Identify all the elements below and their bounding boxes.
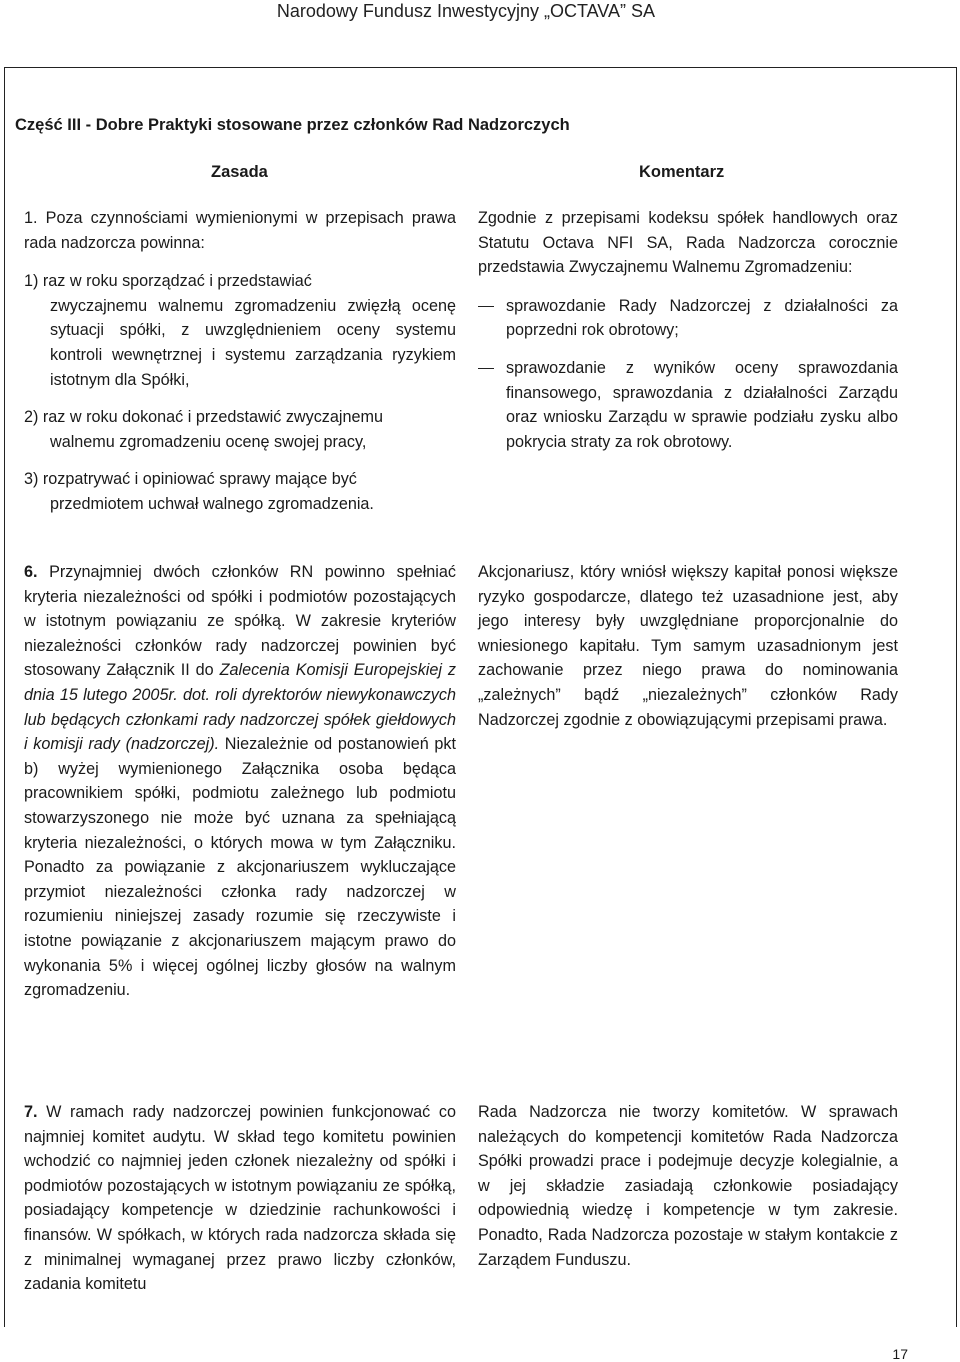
rule-7-number: 7.: [24, 1103, 38, 1121]
comment-bullet-1: sprawozdanie Rady Nadzorczej z działalności za poprzedni rok obrotowy;: [478, 294, 898, 343]
rule-1-item-1: 1) raz w roku sporządzać i przedstawiać: [24, 272, 312, 291]
rule-1-text: 1. Poza czynnościami wymienionymi w przepisach prawa rada nadzorcza powinna: 1) raz w roku sporządzać i przedstawiać zwyczajnemu walnemu zgromadzeniu zwięzłą ocenę sytuacji spółki, z uwzględnieniem oceny systemu kontroli wewnętrznej i systemu zarządzania ryzykiem istotnym dla Spółki, 2) raz w roku dokonać i przedstawić zwyczajnemu walnemu zgromadzeniu ocenę swojej pracy, 3) rozpatrywać i opiniować sprawy mające być przedmiotem uchwał walnego zgromadzenia.: [24, 206, 456, 517]
rule-1-number: 1.: [24, 209, 38, 227]
column-heading-comment: Komentarz: [639, 163, 725, 181]
section-title: Część III - Dobre Praktyki stosowane przez członków Rad Nadzorczych: [15, 116, 570, 134]
column-heading-rule: Zasada: [211, 163, 268, 181]
rule-7-comment: Rada Nadzorcza nie tworzy komitetów. W sprawach należących do kompetencji komitetów Rada Nadzorcza Spółki prowadzi prace i podejmuje decyzje kolegialnie, a w jej składzie zasiadają członkowie posiadający odpowiednią wiedzę i kompetencje w tym zakresie. Ponadto, Rada Nadzorcza pozostaje w stałym kontakcie z Zarządem Funduszu.: [478, 1103, 898, 1269]
document-header: Narodowy Fundusz Inwestycyjny „OCTAVA” SA: [276, 1, 655, 21]
dash-bullet-icon: [478, 306, 494, 307]
comment-bullet-2: sprawozdanie z wyników oceny sprawozdania finansowego, sprawozdania z działalności Zarządu oraz wniosku Zarządu w sprawie podziału zysku albo pokrycia straty za rok obrotowy.: [478, 356, 898, 454]
rule-6-number: 6.: [24, 563, 38, 581]
rule-6-comment: Akcjonariusz, który wniósł większy kapitał ponosi większe ryzyko gospodarcze, dlatego też uzasadnione jest, aby jego interesy były uwzględniane proporcjonalnie do wniesionego kapitału. Tym samym uzasadnionym jest zachowanie przez niego prawa do nominowania „zależnych” bądź „niezależnych” członków Rady Nadzorczej zgodnie z obowiązującymi przepisami prawa.: [478, 563, 898, 729]
rule-7-text: 7. W ramach rady nadzorczej powinien funkcjonować co najmniej komitet audytu. W skład tego komitetu powinien wchodzić co najmniej jeden członek niezależny od spółki i podmiotów pozostających w istotnym powiązaniu ze spółką, posiadający kompetencje w dziedzinie rachunkowości i finansów. W spółkach, w których rada nadzorcza składa się z minimalnej wymaganej przez prawo liczby członków, zadania komitetu: [24, 1103, 456, 1294]
rule-6-italic-reference: Zalecenia Komisji Europejskiej z dnia 15 lutego 2005r. dot. roli dyrektorów niewykonawczych lub będących członkami rady nadzorczej spółek giełdowych i komisji rady (nadzorczej).: [24, 661, 457, 754]
rule-1-item-3: 3) rozpatrywać i opiniować sprawy mające być: [24, 470, 357, 489]
rule-1-comment: Zgodnie z przepisami kodeksu spółek handlowych oraz Statutu Octava NFI SA, Rada Nadzorcza corocznie przedstawia Zwyczajnemu Walnemu Zgromadzeniu: sprawozdanie Rady Nadzorczej z działalności za poprzedni rok obrotowy; sprawozdanie z wyników oceny sprawozdania finansowego, sprawozdania z działalności Zarządu oraz wniosku Zarządu w sprawie podziału zysku albo pokrycia straty za rok obrotowy.: [478, 206, 898, 454]
rule-1-intro: 1. Poza czynnościami wymienionymi w przepisach prawa rada nadzorcza powinna:: [24, 209, 456, 252]
rule-6-text: 6. Przynajmniej dwóch członków RN powinno spełniać kryteria niezależności od spółki i podmiotów pozostających w istotnym powiązaniu ze spółką. W zakresie kryteriów niezależności członków rady nadzorczej powinien być stosowany Załącznik II do Zalecenia Komisji Europejskiej z dnia 15 lutego 2005r. dot. roli dyrektorów niewykonawczych lub będących członkami rady nadzorczej spółek giełdowych i komisji rady (nadzorczej). Niezależnie od postanowień pkt b) wyżej wymienionego Załącznika osoba będąca pracownikiem spółki, podmiotu zależnego lub podmiotu stowarzyszonego nie może być uznana za spełniającą kryteria niezależności, o których mowa w tym Załączniku. Ponadto za powiązanie z akcjonariuszem wykluczające przymiot niezależności członka rady nadzorczej w rozumieniu niniejszej zasady rozumie się rzeczywiste i istotne powiązanie z akcjonariuszem mającym prawo do wykonania 5% i więcej ogólnej liczby głosów na walnym zgromadzeniu.: [24, 563, 457, 1000]
page-number: 17: [892, 1346, 908, 1362]
dash-bullet-icon: [478, 368, 494, 369]
rule-1-item-2: 2) raz w roku dokonać i przedstawić zwyczajnemu: [24, 408, 383, 427]
